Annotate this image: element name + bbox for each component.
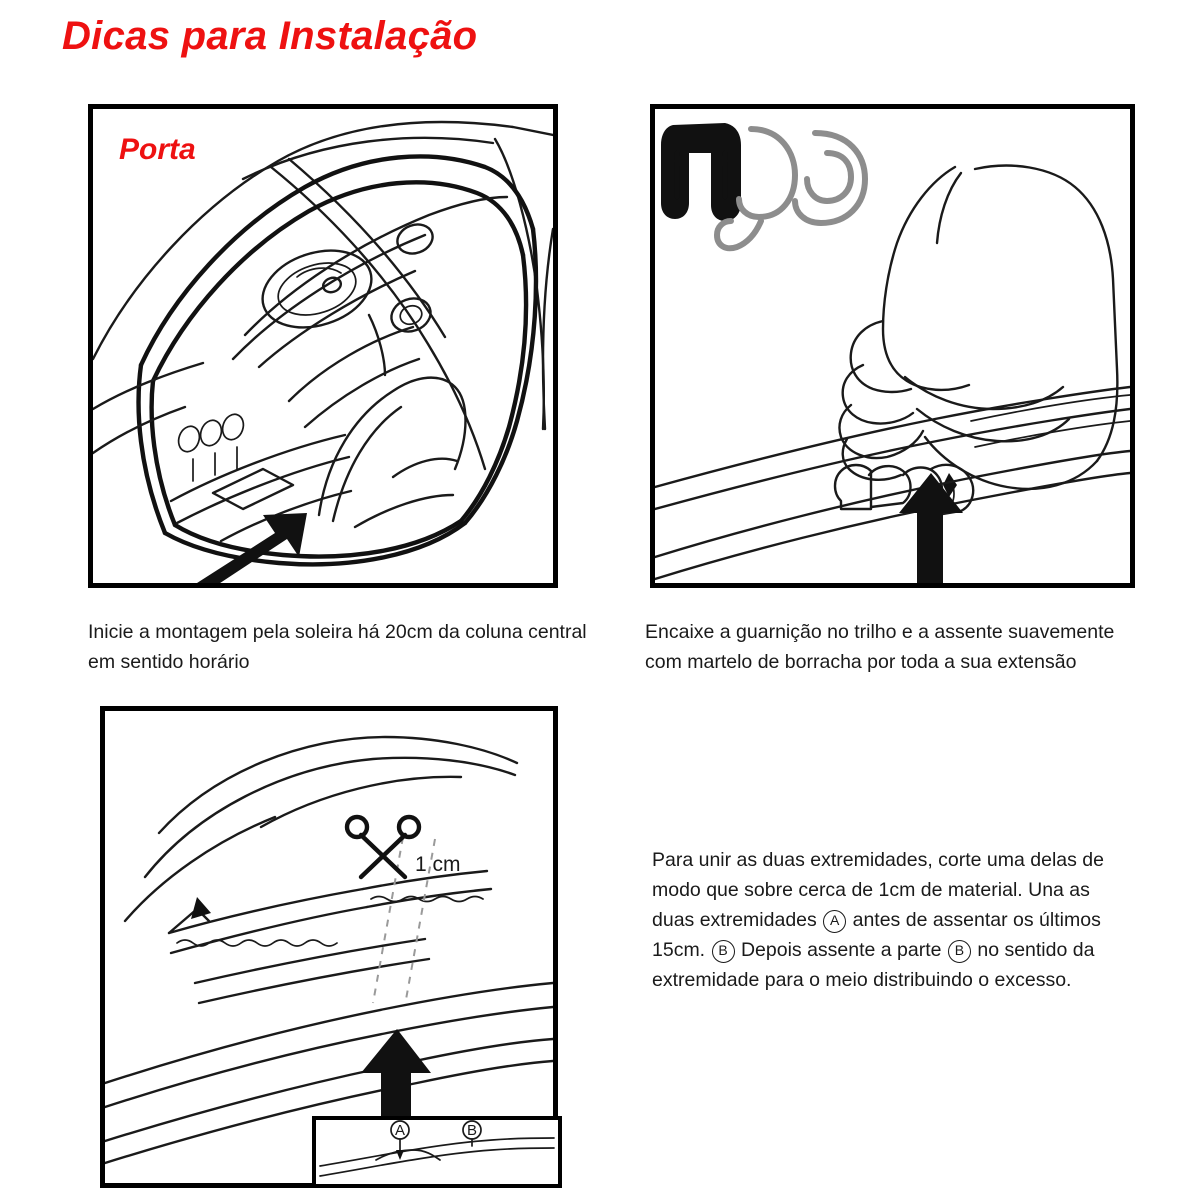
caption-mark-b-2: B (948, 940, 971, 963)
cut-seal-drawing (105, 711, 553, 1183)
porta-label: Porta (119, 133, 196, 166)
caption-step-2: Encaixe a guarnição no trilho e a assente suavemente com martelo de borracha por toda a sua extensão (645, 621, 1115, 673)
caption-mark-a: A (823, 910, 846, 933)
dimension-text-1cm: 1 cm (415, 853, 461, 876)
panel-door-illustration (88, 104, 558, 588)
caption-step-3 (652, 845, 1137, 995)
car-door-drawing (93, 109, 553, 583)
detail-ab-drawing (316, 1120, 558, 1184)
panel-detail-ab (312, 1116, 562, 1188)
detail-mark-b: B (466, 1122, 478, 1139)
scissors-icon (347, 817, 419, 877)
caption-step-3-part-1: Para unir as duas extremidades, corte uma delas de modo que sobre cerca de 1cm de material. Una as duas extremidades (652, 849, 1104, 931)
caption-step-3-part-2: antes de assentar os últimos 15cm. (652, 909, 1101, 961)
detail-mark-a: A (394, 1122, 406, 1139)
hand-and-seal-drawing (655, 109, 1130, 583)
page-title: Dicas para Instalação (62, 14, 478, 58)
caption-mark-b: B (712, 940, 735, 963)
caption-step-3-part-3: Depois assente a parte (740, 939, 942, 961)
panel-fit-illustration (650, 104, 1135, 588)
caption-step-3-part-4: no sentido da extremidade para o meio distribuindo o excesso. (652, 939, 1095, 991)
caption-step-1: Inicie a montagem pela soleira há 20cm da coluna central em sentido horário (88, 621, 587, 673)
